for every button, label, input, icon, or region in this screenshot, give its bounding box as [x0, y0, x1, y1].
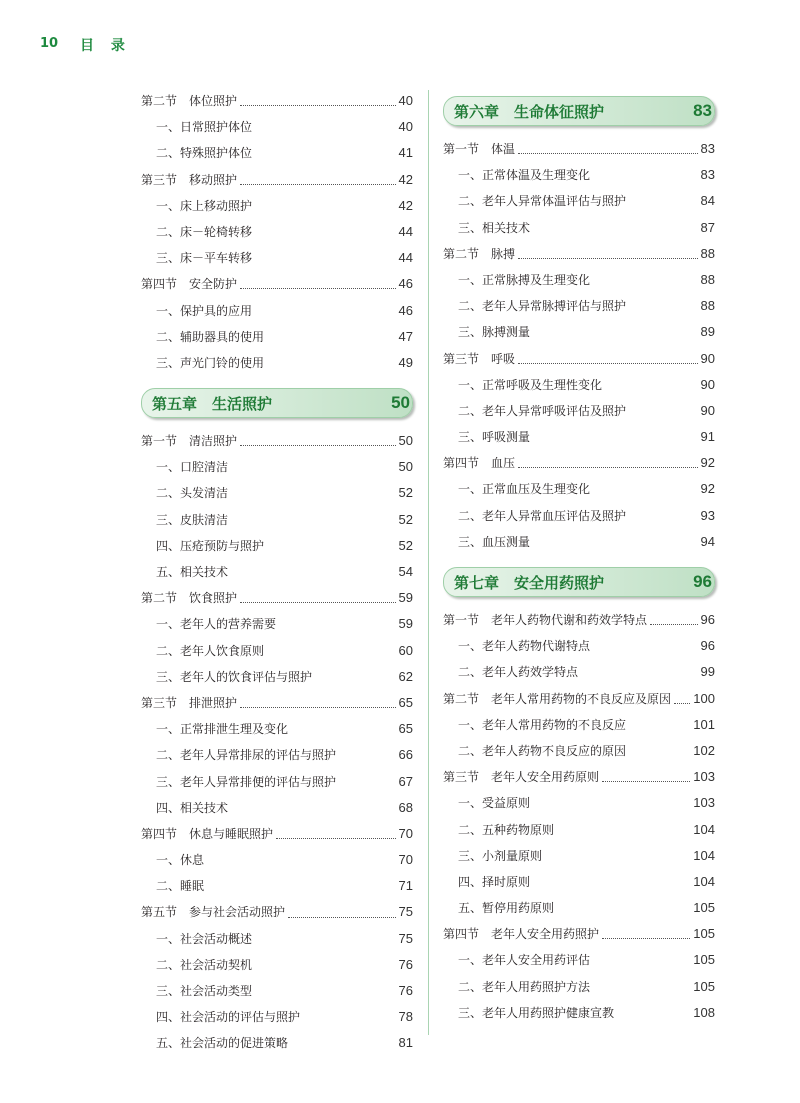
entry-page-number: 75 [398, 904, 413, 920]
entry-title: 二、床－轮椅转移 [156, 224, 253, 239]
entry-title: 第四节 休息与睡眠照护 [141, 826, 274, 841]
toc-item-entry[interactable] [141, 507, 413, 533]
entry-title: 第三节 移动照护 [141, 172, 238, 187]
entry-page-number: 52 [398, 485, 413, 501]
entry-page-number: 83 [700, 167, 715, 183]
entry-page-number: 105 [693, 978, 715, 994]
entry-page-number: 42 [398, 171, 413, 187]
entry-page-number: 67 [398, 773, 413, 789]
toc-item-entry[interactable] [141, 454, 413, 480]
entry-title: 一、老年人常用药物的不良反应 [458, 717, 627, 732]
toc-section-entry[interactable] [141, 167, 413, 193]
entry-page-number: 71 [398, 878, 413, 894]
entry-page-number: 68 [398, 799, 413, 815]
toc-item-entry[interactable] [443, 424, 715, 450]
dot-leader [240, 444, 396, 446]
entry-page-number: 108 [693, 1004, 715, 1020]
dot-leader [240, 601, 396, 603]
entry-title: 第一节 老年人药物代谢和药效学特点 [443, 613, 648, 627]
entry-page-number: 99 [700, 664, 715, 680]
toc-item-entry[interactable] [443, 947, 715, 973]
toc-section-entry[interactable] [141, 428, 413, 454]
toc-item-entry[interactable] [443, 633, 715, 659]
toc-chapter-heading[interactable] [443, 96, 715, 126]
entry-page-number: 47 [398, 328, 413, 344]
page-number: 10 [40, 36, 59, 51]
entry-page-number: 81 [398, 1035, 413, 1051]
entry-page-number: 59 [398, 590, 413, 606]
toc-item-entry[interactable] [141, 769, 413, 795]
dot-leader [602, 937, 690, 939]
entry-title: 四、相关技术 [156, 800, 229, 815]
entry-page-number: 92 [700, 481, 715, 497]
toc-item-entry[interactable] [141, 847, 413, 873]
toc-item-entry[interactable] [141, 611, 413, 637]
toc-item-entry[interactable] [443, 712, 715, 738]
entry-title: 一、老年人药物代谢特点 [458, 639, 591, 654]
chapter-title: 第七章 安全用药照护 [454, 573, 605, 592]
entry-title: 第四节 安全防护 [141, 277, 238, 292]
toc-item-entry[interactable] [443, 529, 715, 555]
entry-page-number: 105 [693, 952, 715, 968]
entry-title: 第二节 脉搏 [443, 246, 516, 261]
entry-title: 三、相关技术 [458, 220, 531, 235]
entry-page-number: 103 [693, 795, 715, 811]
dot-leader [518, 152, 698, 154]
dot-leader [518, 466, 698, 468]
entry-page-number: 52 [398, 511, 413, 527]
entry-page-number: 44 [398, 250, 413, 266]
toc-item-entry[interactable] [141, 480, 413, 506]
entry-page-number: 90 [700, 402, 715, 418]
toc-item-entry[interactable] [141, 664, 413, 690]
entry-title: 一、老年人安全用药评估 [458, 953, 591, 968]
entry-title: 二、老年人异常体温评估与照护 [458, 194, 627, 209]
dot-leader [518, 257, 698, 259]
dot-leader [650, 623, 698, 625]
toc-item-entry[interactable] [443, 215, 715, 241]
dot-leader [518, 362, 698, 364]
toc-item-entry[interactable] [141, 245, 413, 271]
entry-page-number: 65 [398, 721, 413, 737]
toc-section-entry[interactable] [141, 821, 413, 847]
toc-section-entry[interactable] [443, 921, 715, 947]
toc-chapter-heading[interactable] [443, 567, 715, 597]
entry-title: 三、呼吸测量 [458, 430, 531, 445]
entry-title: 第一节 清洁照护 [141, 434, 238, 449]
toc-item-entry[interactable] [443, 843, 715, 869]
toc-left-column [141, 88, 413, 1057]
toc-section-entry[interactable] [141, 88, 413, 114]
toc-item-entry[interactable] [443, 319, 715, 345]
entry-page-number: 87 [700, 219, 715, 235]
toc-item-entry[interactable] [141, 533, 413, 559]
toc-item-entry[interactable] [141, 219, 413, 245]
toc-item-entry[interactable] [443, 790, 715, 816]
toc-item-entry[interactable] [141, 324, 413, 350]
entry-page-number: 100 [693, 690, 715, 706]
entry-page-number: 105 [693, 926, 715, 942]
chapter-title: 第五章 生活照护 [152, 394, 273, 413]
toc-chapter-heading[interactable] [141, 388, 413, 418]
entry-page-number: 101 [693, 716, 715, 732]
dot-leader [276, 837, 396, 839]
toc-section-entry[interactable] [141, 899, 413, 925]
toc-item-entry[interactable] [443, 188, 715, 214]
dot-leader [240, 104, 396, 106]
entry-page-number: 54 [398, 564, 413, 579]
entry-title: 一、社会活动概述 [156, 931, 253, 946]
entry-title: 一、受益原则 [458, 796, 531, 811]
entry-page-number: 40 [398, 119, 413, 135]
toc-item-entry[interactable] [443, 895, 715, 921]
entry-page-number: 88 [700, 245, 715, 261]
toc-item-entry[interactable] [141, 952, 413, 978]
toc-item-entry[interactable] [443, 267, 715, 293]
entry-title: 二、老年人药物不良反应的原因 [458, 743, 627, 758]
toc-section-entry[interactable] [443, 450, 715, 476]
entry-title: 一、床上移动照护 [156, 198, 253, 213]
entry-title: 三、老年人的饮食评估与照护 [156, 669, 313, 684]
entry-page-number: 76 [398, 956, 413, 972]
entry-page-number: 42 [398, 197, 413, 213]
toc-item-entry[interactable] [443, 1000, 715, 1026]
toc-item-entry[interactable] [141, 638, 413, 664]
entry-page-number: 70 [398, 825, 413, 841]
entry-title: 二、老年人异常呼吸评估及照护 [458, 403, 627, 418]
entry-title: 一、正常呼吸及生理性变化 [458, 377, 603, 392]
entry-page-number: 102 [693, 742, 715, 758]
toc-item-entry[interactable] [443, 162, 715, 188]
toc-item-entry[interactable] [141, 1004, 413, 1030]
entry-title: 三、声光门铃的使用 [156, 355, 265, 370]
entry-title: 一、日常照护体位 [156, 120, 253, 135]
entry-page-number: 88 [700, 271, 715, 287]
entry-page-number: 92 [700, 455, 715, 471]
entry-title: 一、正常血压及生理变化 [458, 482, 591, 497]
entry-title: 第一节 体温 [443, 142, 516, 156]
entry-page-number: 62 [398, 668, 413, 684]
entry-page-number: 93 [700, 507, 715, 523]
entry-title: 三、老年人异常排便的评估与照护 [156, 774, 337, 789]
entry-page-number: 70 [398, 852, 413, 868]
entry-title: 四、压疮预防与照护 [156, 538, 265, 553]
entry-title: 二、老年人药效学特点 [458, 665, 579, 680]
entry-title: 二、头发清洁 [156, 486, 229, 501]
entry-title: 二、老年人异常血压评估及照护 [458, 508, 627, 523]
entry-page-number: 50 [398, 433, 413, 449]
entry-page-number: 40 [398, 93, 413, 108]
entry-title: 三、脉搏测量 [458, 325, 531, 340]
entry-title: 五、相关技术 [156, 565, 229, 579]
toc-section-entry[interactable] [443, 607, 715, 633]
entry-title: 二、睡眠 [156, 879, 205, 894]
toc-item-entry[interactable] [141, 926, 413, 952]
entry-title: 二、老年人用药照护方法 [458, 979, 591, 994]
toc-item-entry[interactable] [141, 716, 413, 742]
entry-page-number: 66 [398, 747, 413, 763]
toc-item-entry[interactable] [141, 978, 413, 1004]
entry-page-number: 104 [693, 873, 715, 889]
page-title: 目 录 [80, 38, 131, 54]
dot-leader [602, 780, 690, 782]
entry-title: 一、老年人的营养需要 [156, 617, 277, 632]
entry-title: 二、五种药物原则 [458, 822, 555, 837]
entry-page-number: 83 [700, 141, 715, 156]
dot-leader [240, 706, 396, 708]
entry-title: 二、特殊照护体位 [156, 146, 253, 161]
entry-page-number: 88 [700, 298, 715, 314]
entry-page-number: 65 [398, 694, 413, 710]
toc-item-entry[interactable] [443, 372, 715, 398]
toc-item-entry[interactable] [443, 869, 715, 895]
entry-page-number: 94 [700, 533, 715, 549]
entry-title: 第二节 饮食照护 [141, 591, 238, 606]
entry-title: 四、择时原则 [458, 874, 531, 889]
entry-title: 五、暂停用药原则 [458, 901, 555, 916]
entry-title: 一、正常体温及生理变化 [458, 168, 591, 183]
toc-section-entry[interactable] [443, 136, 715, 162]
entry-page-number: 46 [398, 276, 413, 292]
entry-title: 第二节 体位照护 [141, 94, 238, 108]
entry-title: 一、休息 [156, 853, 205, 868]
entry-title: 第四节 血压 [443, 456, 516, 471]
entry-page-number: 52 [398, 537, 413, 553]
entry-title: 三、血压测量 [458, 534, 531, 549]
entry-page-number: 78 [398, 1009, 413, 1025]
entry-title: 第五节 参与社会活动照护 [141, 905, 286, 920]
toc-item-entry[interactable] [443, 817, 715, 843]
entry-page-number: 90 [700, 376, 715, 392]
toc-right-column [443, 88, 715, 1026]
toc-item-entry[interactable] [141, 559, 413, 585]
entry-title: 第二节 老年人常用药物的不良反应及原因 [443, 691, 672, 706]
entry-title: 三、床－平车转移 [156, 251, 253, 266]
toc-item-entry[interactable] [443, 659, 715, 685]
entry-title: 五、社会活动的促进策略 [156, 1036, 289, 1051]
chapter-page-number: 96 [693, 572, 712, 591]
toc-section-entry[interactable] [443, 346, 715, 372]
toc-item-entry[interactable] [141, 795, 413, 821]
entry-title: 四、社会活动的评估与照护 [156, 1010, 301, 1025]
toc-item-entry[interactable] [141, 873, 413, 899]
toc-item-entry[interactable] [443, 293, 715, 319]
toc-section-entry[interactable] [141, 585, 413, 611]
toc-item-entry[interactable] [141, 114, 413, 140]
toc-item-entry[interactable] [141, 140, 413, 166]
toc-item-entry[interactable] [141, 1030, 413, 1056]
toc-section-entry[interactable] [141, 690, 413, 716]
entry-page-number: 104 [693, 821, 715, 837]
entry-title: 一、保护具的应用 [156, 303, 253, 318]
entry-title: 二、辅助器具的使用 [156, 329, 265, 344]
entry-page-number: 44 [398, 223, 413, 239]
entry-page-number: 89 [700, 324, 715, 340]
dot-leader [240, 287, 396, 289]
toc-item-entry[interactable] [141, 350, 413, 376]
entry-title: 三、社会活动类型 [156, 984, 253, 998]
column-divider [428, 90, 429, 1035]
entry-title: 一、正常脉搏及生理变化 [458, 272, 591, 287]
toc-item-entry[interactable] [443, 476, 715, 502]
entry-title: 二、老年人异常排尿的评估与照护 [156, 748, 337, 763]
entry-page-number: 50 [398, 459, 413, 475]
entry-page-number: 105 [693, 900, 715, 916]
entry-title: 第四节 老年人安全用药照护 [443, 927, 600, 942]
toc-section-entry[interactable] [443, 764, 715, 790]
toc-item-entry[interactable] [141, 742, 413, 768]
toc-section-entry[interactable] [443, 241, 715, 267]
entry-page-number: 84 [700, 193, 715, 209]
toc-item-entry[interactable] [141, 298, 413, 324]
toc-section-entry[interactable] [141, 271, 413, 297]
entry-title: 三、老年人用药照护健康宣教 [458, 1005, 615, 1020]
entry-page-number: 91 [700, 429, 715, 445]
entry-title: 二、老年人饮食原则 [156, 643, 265, 658]
entry-page-number: 59 [398, 616, 413, 632]
entry-page-number: 60 [398, 642, 413, 658]
entry-title: 第三节 呼吸 [443, 351, 516, 366]
entry-page-number: 49 [398, 354, 413, 370]
dot-leader [288, 916, 396, 918]
toc-item-entry[interactable] [443, 503, 715, 529]
entry-page-number: 104 [693, 847, 715, 863]
entry-title: 三、皮肤清洁 [156, 512, 229, 527]
entry-title: 二、老年人异常脉搏评估与照护 [458, 299, 627, 314]
dot-leader [240, 183, 396, 185]
toc-item-entry[interactable] [141, 193, 413, 219]
entry-title: 一、正常排泄生理及变化 [156, 722, 289, 737]
entry-title: 第三节 老年人安全用药原则 [443, 770, 600, 785]
toc-section-entry[interactable] [443, 686, 715, 712]
entry-page-number: 75 [398, 930, 413, 946]
entry-title: 三、小剂量原则 [458, 848, 543, 863]
entry-title: 二、社会活动契机 [156, 957, 253, 972]
chapter-page-number: 83 [693, 101, 712, 120]
toc-item-entry[interactable] [443, 398, 715, 424]
entry-page-number: 76 [398, 983, 413, 998]
entry-page-number: 96 [700, 638, 715, 654]
toc-item-entry[interactable] [443, 738, 715, 764]
chapter-page-number: 50 [391, 393, 410, 413]
dot-leader [674, 702, 690, 704]
entry-title: 第三节 排泄照护 [141, 695, 238, 710]
entry-page-number: 90 [700, 350, 715, 366]
entry-title: 一、口腔清洁 [156, 460, 229, 475]
entry-page-number: 96 [700, 612, 715, 627]
entry-page-number: 103 [693, 769, 715, 785]
entry-page-number: 41 [398, 145, 413, 161]
chapter-title: 第六章 生命体征照护 [454, 102, 605, 121]
toc-item-entry[interactable] [443, 974, 715, 1000]
entry-page-number: 46 [398, 302, 413, 318]
